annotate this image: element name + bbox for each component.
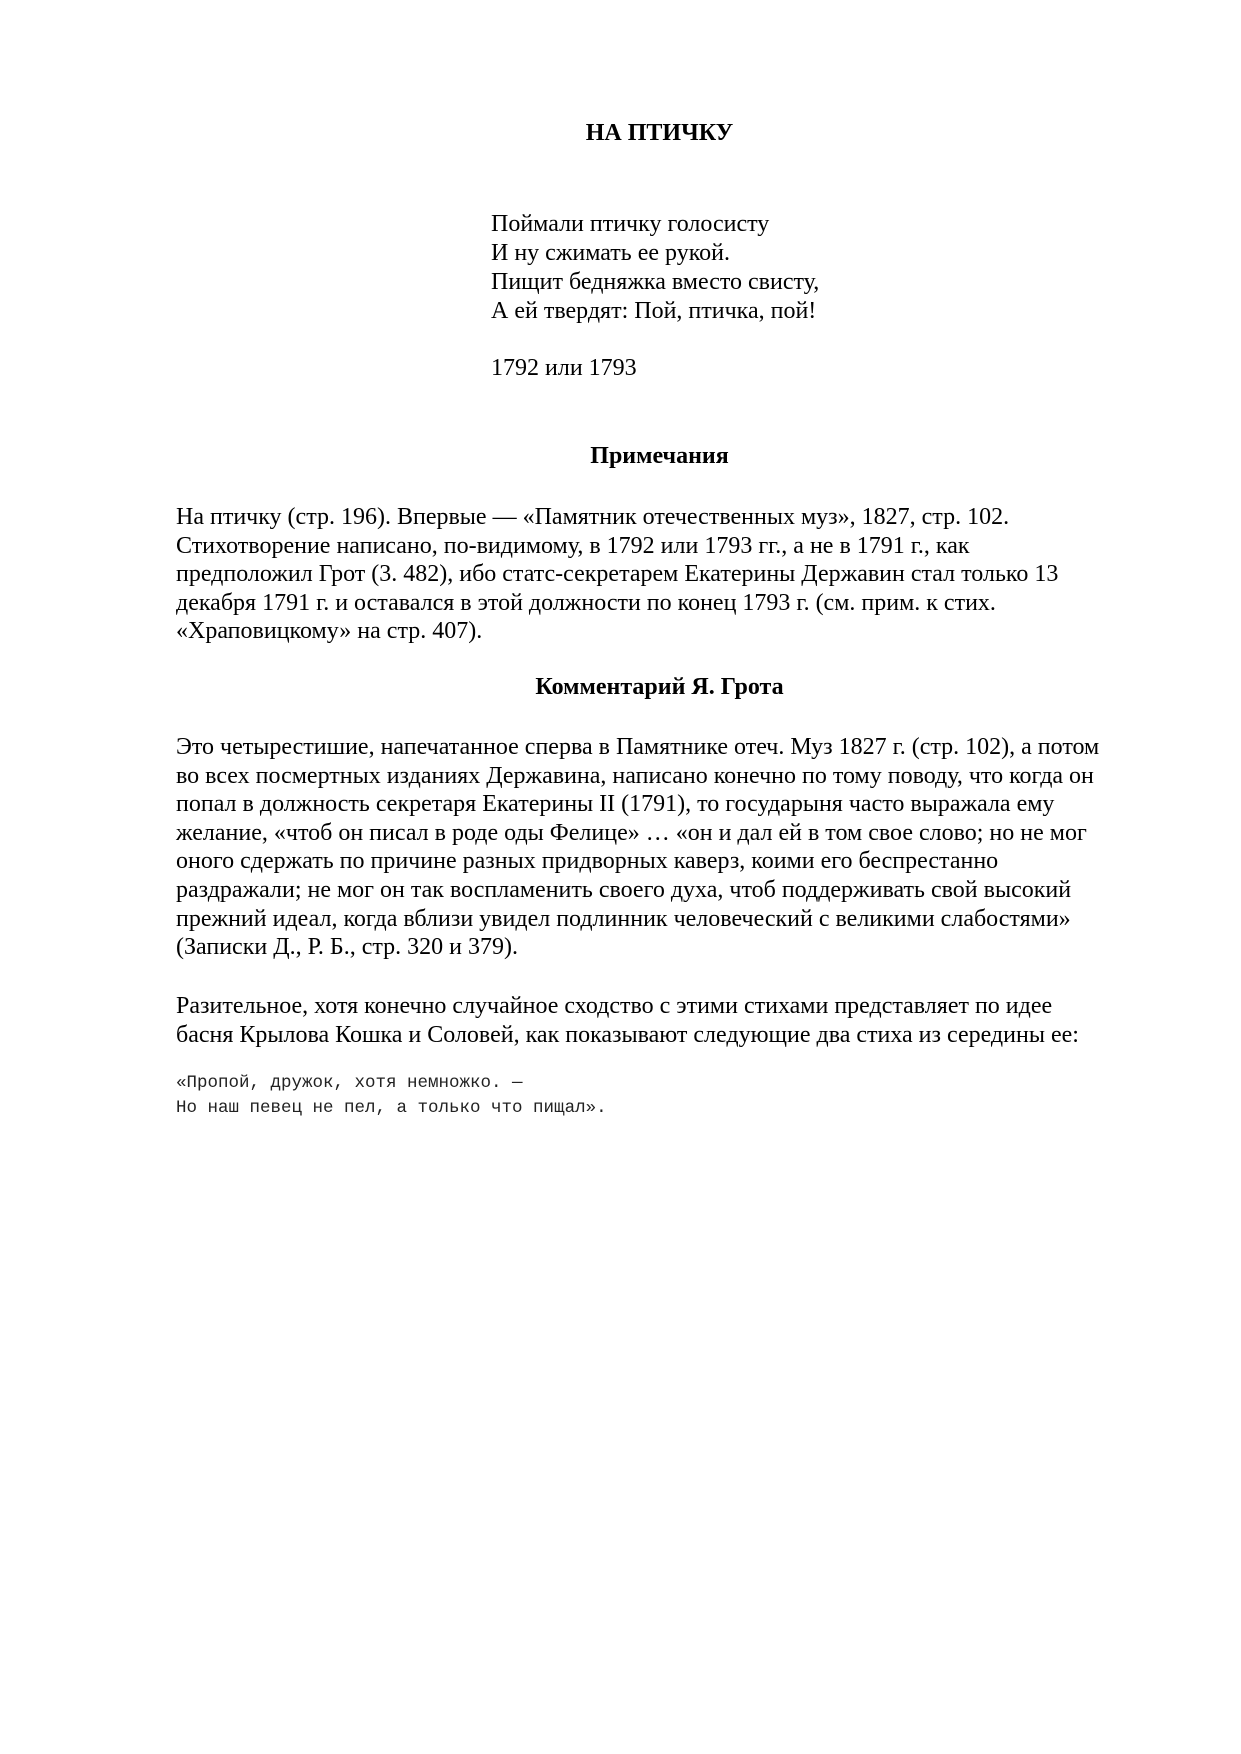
text-line: Это четырестишие, напечатанное сперва в Памятнике отеч. Муз 1827 г. (стр. 102), а потом [176, 734, 1100, 760]
text-line: (Записки Д., Р. Б., стр. 320 и 379). [176, 934, 518, 961]
quote-line: Но наш певец не пел, а только что пищал». [176, 1098, 607, 1118]
text-line: раздражали; не мог он так воспламенить своего духа, чтоб поддерживать свой высокий [176, 876, 1072, 903]
poem-line: Поймали птичку голосисту [491, 211, 770, 237]
poem-date: 1792 или 1793 [491, 355, 637, 381]
verse-quote [176, 1071, 607, 1121]
text-line: декабря 1791 г. и оставался в этой должности по конец 1793 г. (см. прим. к стих. [176, 589, 996, 616]
notes-heading: Примечания [590, 443, 729, 469]
poem-line: И ну сжимать ее рукой. [491, 240, 731, 266]
text-line: «Храповицкому» на стр. 407). [176, 618, 483, 645]
poem [491, 210, 819, 326]
commentary-heading: Комментарий Я. Грота [535, 674, 784, 700]
text-line: Стихотворение написано, по-видимому, в 1792 или 1793 гг., а не в 1791 г., как [176, 532, 970, 559]
commentary-paragraph-2 [176, 992, 1156, 1049]
text-line: попал в должность секретаря Екатерины II (1791), то государыня часто выражала ему [176, 791, 1055, 818]
commentary-paragraph-1 [176, 733, 1156, 962]
text-line: На птичку (стр. 196). Впервые — «Памятник отечественных муз», 1827, стр. 102. [176, 504, 1010, 530]
notes-paragraph [176, 503, 1156, 646]
text-line: прежний идеал, когда вблизи увидел подлинник человеческий с великими слабостями» [176, 905, 1071, 932]
text-line: Разительное, хотя конечно случайное сходство с этими стихами представляет по идее [176, 993, 1053, 1019]
poem-line: Пищит бедняжка вместо свисту, [491, 269, 820, 295]
text-line: предположил Грот (3. 482), ибо статс-секретарем Екатерины Державин стал только 13 [176, 561, 1059, 588]
page-title: НА ПТИЧКУ [585, 120, 734, 146]
text-line: во всех посмертных изданиях Державина, написано конечно по тому поводу, что когда он [176, 762, 1094, 789]
text-line: басня Крылова Кошка и Соловей, как показывают следующие два стиха из середины ее: [176, 1021, 1079, 1048]
text-line: желание, «чтоб он писал в роде оды Фелице» … «он и дал ей в том свое слово; но не мог [176, 819, 1087, 846]
text-line: оного сдержать по причине разных придворных каверз, коими его беспрестанно [176, 848, 999, 875]
poem-line: А ей твердят: Пой, птичка, пой! [491, 298, 817, 324]
quote-line: «Пропой, дружок, хотя немножко. — [176, 1073, 523, 1093]
